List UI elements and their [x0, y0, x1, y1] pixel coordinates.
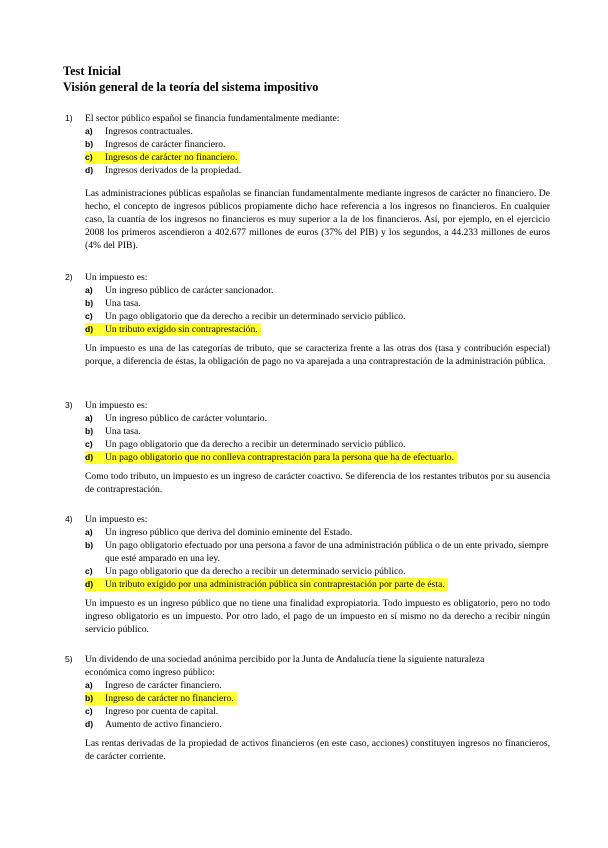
option-text: Un ingreso público de carácter voluntario. [105, 413, 267, 424]
option-letter: c) [85, 439, 93, 449]
question-text: Un dividendo de una sociedad anónima percibido por la Junta de Andalucía tiene la siguiente naturaleza económica como ingreso público: [85, 654, 485, 678]
option-letter: d) [85, 579, 94, 589]
option-text: Aumento de activo financiero. [105, 719, 222, 730]
option-d-row [65, 578, 550, 591]
option-letter: a) [85, 413, 93, 423]
option-c [85, 310, 550, 323]
option-text: Un pago obligatorio que da derecho a recibir un determinado servicio público. [105, 311, 406, 322]
option-c [85, 438, 550, 451]
question-stem [65, 653, 550, 679]
option-letter: a) [85, 285, 93, 295]
explanation: Un impuesto es una de las categorías de tributo, que se caracteriza frente a las otras dos (tasa y contribución especial) porque, a diferencia de éstas, la obligación de pago no va aparejada a una contraprestación de la administración pública. [85, 343, 550, 367]
explanation: Las rentas derivadas de la propiedad de activos financieros (en este caso, acciones) constituyen ingresos no financieros, de carácter corriente. [85, 738, 550, 762]
option-text: Un ingreso público de carácter sancionador. [105, 285, 274, 296]
option-text: Un tributo exigido por una administración pública sin contraprestación por parte de ésta. [105, 579, 445, 590]
option-letter: d) [85, 165, 94, 175]
option-letter: c) [85, 311, 93, 321]
option-letter: b) [85, 139, 94, 149]
option-text: Un tributo exigido sin contraprestación. [105, 324, 258, 335]
question-2 [65, 271, 550, 368]
option-letter: a) [85, 680, 93, 690]
option-b [85, 138, 550, 151]
option-letter: a) [85, 126, 93, 136]
option-letter: c) [85, 152, 93, 162]
question-5 [65, 653, 550, 763]
option-text: Ingresos contractuales. [105, 126, 193, 137]
option-letter: b) [85, 693, 94, 703]
option-text: Un pago obligatorio que da derecho a recibir un determinado servicio público. [105, 566, 406, 577]
question-3 [65, 399, 550, 496]
option-d-row [65, 451, 550, 464]
option-letter: d) [85, 719, 94, 729]
question-text: El sector público español se financia fundamentalmente mediante: [85, 113, 340, 124]
question-text: Un impuesto es: [85, 514, 148, 525]
option-letter: a) [85, 527, 93, 537]
option-letter: d) [85, 452, 94, 462]
option-letter: d) [85, 324, 94, 334]
option-a [85, 412, 550, 425]
question-text: Un impuesto es: [85, 272, 148, 283]
option-a [85, 526, 550, 539]
option-b [85, 297, 550, 310]
option-text: Un pago obligatorio efectuado por una persona a favor de una administración pública o de un ente privado, siempre que esté amparado en una ley. [105, 540, 549, 564]
option-text: Un pago obligatorio que da derecho a recibir un determinado servicio público. [105, 439, 406, 450]
question-number: 5) [65, 654, 73, 664]
question-stem [65, 112, 550, 125]
option-letter: b) [85, 298, 94, 308]
option-letter: c) [85, 566, 93, 576]
explanation: Las administraciones públicas españolas se financian fundamentalmente mediante ingresos de carácter no financiero. De hecho, el concepto de ingresos públicos propiamente dicho hace referencia a los ingresos no financieros. En cualquier caso, la cuantía de los ingresos no financieros es muy superior a la de los financieros. Así, por ejemplo, en el ejercicio 2008 los primeros ascendieron a 402.677 millones de euros (37% del PIB) y los segundos, a 44.233 millones de euros (4% del PIB). [85, 188, 550, 251]
explanation: Como todo tributo, un impuesto es un ingreso de carácter coactivo. Se diferencia de los restantes tributos por su ausencia de contraprestación. [85, 471, 550, 495]
option-text: Una tasa. [105, 298, 141, 309]
option-text: Ingresos de carácter financiero. [105, 139, 226, 150]
question-text: Un impuesto es: [85, 400, 148, 411]
page-title: Test Inicial [63, 64, 121, 78]
option-text: Una tasa. [105, 426, 141, 437]
question-stem [65, 399, 550, 412]
option-c-row [65, 151, 550, 164]
option-b [85, 425, 550, 438]
option-text: Ingreso de carácter financiero. [105, 680, 222, 691]
option-text: Ingreso por cuenta de capital. [105, 706, 219, 717]
option-letter: b) [85, 540, 94, 550]
option-d-row [65, 323, 550, 336]
question-number: 3) [65, 400, 73, 410]
option-d [85, 323, 261, 336]
option-letter: c) [85, 706, 93, 716]
option-a [85, 284, 550, 297]
option-d [85, 718, 550, 731]
option-letter: b) [85, 426, 94, 436]
option-d [85, 578, 448, 591]
explanation: Un impuesto es un ingreso público que no tiene una finalidad expropiatoria. Todo impuesto es obligatorio, pero no todo ingreso obligatorio es un impuesto. Por otro lado, el pago de un impuesto en sí mismo no da derecho a recibir ningún servicio público. [85, 598, 550, 635]
option-c [85, 705, 550, 718]
question-stem [65, 271, 550, 284]
option-text: Ingreso de carácter no financiero. [105, 693, 234, 704]
option-b-row [65, 692, 550, 705]
question-4 [65, 513, 550, 636]
option-text: Ingresos derivados de la propiedad. [105, 165, 242, 176]
question-number: 2) [65, 272, 73, 282]
option-text: Un pago obligatorio que no conlleva contraprestación para la persona que ha de efectuarlo. [105, 452, 454, 463]
option-c [85, 151, 240, 164]
option-a [85, 125, 550, 138]
question-number: 4) [65, 514, 73, 524]
option-text: Ingresos de carácter no financiero. [105, 152, 238, 163]
option-d [85, 451, 457, 464]
option-text: Un ingreso público que deriva del dominio eminente del Estado. [105, 527, 353, 538]
page-subtitle: Visión general de la teoría del sistema impositivo [63, 80, 319, 94]
option-d [85, 164, 550, 177]
option-b [85, 692, 237, 705]
question-number: 1) [65, 113, 73, 123]
option-c [85, 565, 550, 578]
option-b [85, 539, 550, 565]
question-stem [65, 513, 550, 526]
option-a [85, 679, 550, 692]
question-1 [65, 112, 550, 252]
